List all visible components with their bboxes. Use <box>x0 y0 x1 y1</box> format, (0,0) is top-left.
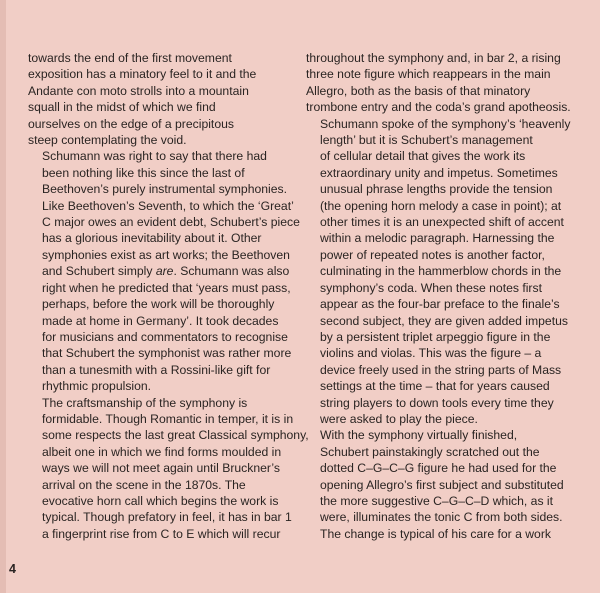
text-line: arrival on the scene in the 1870s. The <box>42 477 246 492</box>
text-line: formidable. Though Romantic in temper, it is in <box>42 411 294 426</box>
text-line: evocative horn call which begins the work is <box>42 493 279 508</box>
text-line: dotted C–G–C–G figure he had used for the <box>320 461 557 476</box>
paragraph-left-3 <box>28 395 309 543</box>
text-line: towards the end of the first movement <box>28 51 232 65</box>
text-line: unusual phrase lengths provide the tension <box>320 182 553 197</box>
text-line: device freely used in the string parts of Mass <box>320 362 562 377</box>
text-line: by a persistent triplet arpeggio figure in the <box>320 329 551 344</box>
text-line: within a melodic paragraph. Harnessing the <box>320 231 555 246</box>
text-line: made at home in Germany’. It took decades <box>42 313 279 328</box>
text-line: throughout the symphony and, in bar 2, a rising <box>306 51 561 65</box>
text-line: extraordinary unity and impetus. Sometimes <box>320 165 558 180</box>
text-line: Allegro, both as the basis of that minatory <box>306 83 531 98</box>
text-line: C major owes an evident debt, Schubert’s piece <box>42 215 300 230</box>
text-line: With the symphony virtually finished, <box>320 428 518 443</box>
page-number: 4 <box>9 562 16 576</box>
text-line: has a glorious inevitability about it. Other <box>42 231 262 246</box>
text-line: albeit one in which we find forms moulded in <box>42 444 282 459</box>
text-line: a fingerprint rise from C to E which will recur <box>42 526 281 541</box>
text-line: second subject, they are given added impetus <box>320 313 568 328</box>
text-line: Like Beethoven’s Seventh, to which the ‘Great’ <box>42 198 294 213</box>
paragraph-left-1 <box>28 50 286 148</box>
text-line: were, illuminates the tonic C from both sides. <box>320 510 563 525</box>
text-line: appear as the four-bar preface to the finale’s <box>320 297 560 312</box>
text-line: symphony’s coda. When these notes first <box>320 280 542 295</box>
left-text-column <box>28 50 309 542</box>
text-line: squall in the midst of which we find <box>28 100 216 115</box>
paragraph-left-2 <box>28 148 300 394</box>
text-line: that Schubert the symphonist was rather more <box>42 346 292 361</box>
text-line: (the opening horn melody a case in point); at <box>320 198 562 213</box>
emphasis-word: are <box>155 264 174 279</box>
right-text-column <box>306 50 571 542</box>
text-line: exposition has a minatory feel to it and the <box>28 67 257 82</box>
text-line: other times it is an unexpected shift of accent <box>320 215 564 230</box>
text-line: string players to down tools every time they <box>320 395 554 410</box>
text-line: length’ but it is Schubert’s management <box>320 133 533 148</box>
paragraph-right-3 <box>306 427 568 542</box>
text-line: Beethoven’s purely instrumental symphonies. <box>42 182 288 197</box>
text-line: for musicians and commentators to recognise <box>42 329 288 344</box>
text-line: culminating in the hammerblow chords in the <box>320 264 562 279</box>
text-line: some respects the last great Classical symphony, <box>42 428 309 443</box>
text-line: The change is typical of his care for a work <box>320 526 551 541</box>
text-line: Schumann spoke of the symphony’s ‘heavenly <box>320 116 571 131</box>
text-line: right when he predicted that ‘years must pass, <box>42 280 291 295</box>
text-line: ways we will not meet again until Bruckner’s <box>42 461 280 476</box>
text-line: opening Allegro’s first subject and substituted <box>320 477 564 492</box>
page-edge-shadow <box>0 0 6 593</box>
text-line: than a tunesmith with a Rossini-like gift for <box>42 362 271 377</box>
paragraph-right-2 <box>306 116 571 428</box>
text-line: symphonies exist as art works; the Beethoven <box>42 247 290 262</box>
text-line: Schubert painstakingly scratched out the <box>320 444 540 459</box>
text-line: three note figure which reappears in the main <box>306 67 551 82</box>
text-fragment: . Schumann was also <box>173 264 290 279</box>
text-line: power of repeated notes is another factor, <box>320 247 545 262</box>
text-line: violins and violas. This was the figure – a <box>320 346 542 361</box>
text-line: rhythmic propulsion. <box>42 379 152 394</box>
text-fragment: and Schubert simply <box>42 264 156 279</box>
text-line: Andante con moto strolls into a mountain <box>28 83 249 98</box>
text-line-with-emphasis <box>28 263 290 279</box>
text-line: been nothing like this since the last of <box>42 165 245 180</box>
text-line: The craftsmanship of the symphony is <box>42 395 248 410</box>
text-line: settings at the time – that for years caused <box>320 379 550 394</box>
text-line: ourselves on the edge of a precipitous <box>28 116 234 131</box>
text-line: trombone entry and the coda’s grand apotheosis. <box>306 100 571 115</box>
text-line: typical. Though prefatory in feel, it has in bar 1 <box>42 510 292 525</box>
text-line: Schumann was right to say that there had <box>42 149 267 164</box>
text-line: steep contemplating the void. <box>28 133 187 148</box>
paragraph-right-1 <box>306 50 571 116</box>
text-line: the more suggestive C–G–C–D which, as it <box>320 493 554 508</box>
text-line: were asked to play the piece. <box>320 411 478 426</box>
text-line: perhaps, before the work will be thoroughly <box>42 297 275 312</box>
text-line: of cellular detail that gives the work its <box>320 149 526 164</box>
